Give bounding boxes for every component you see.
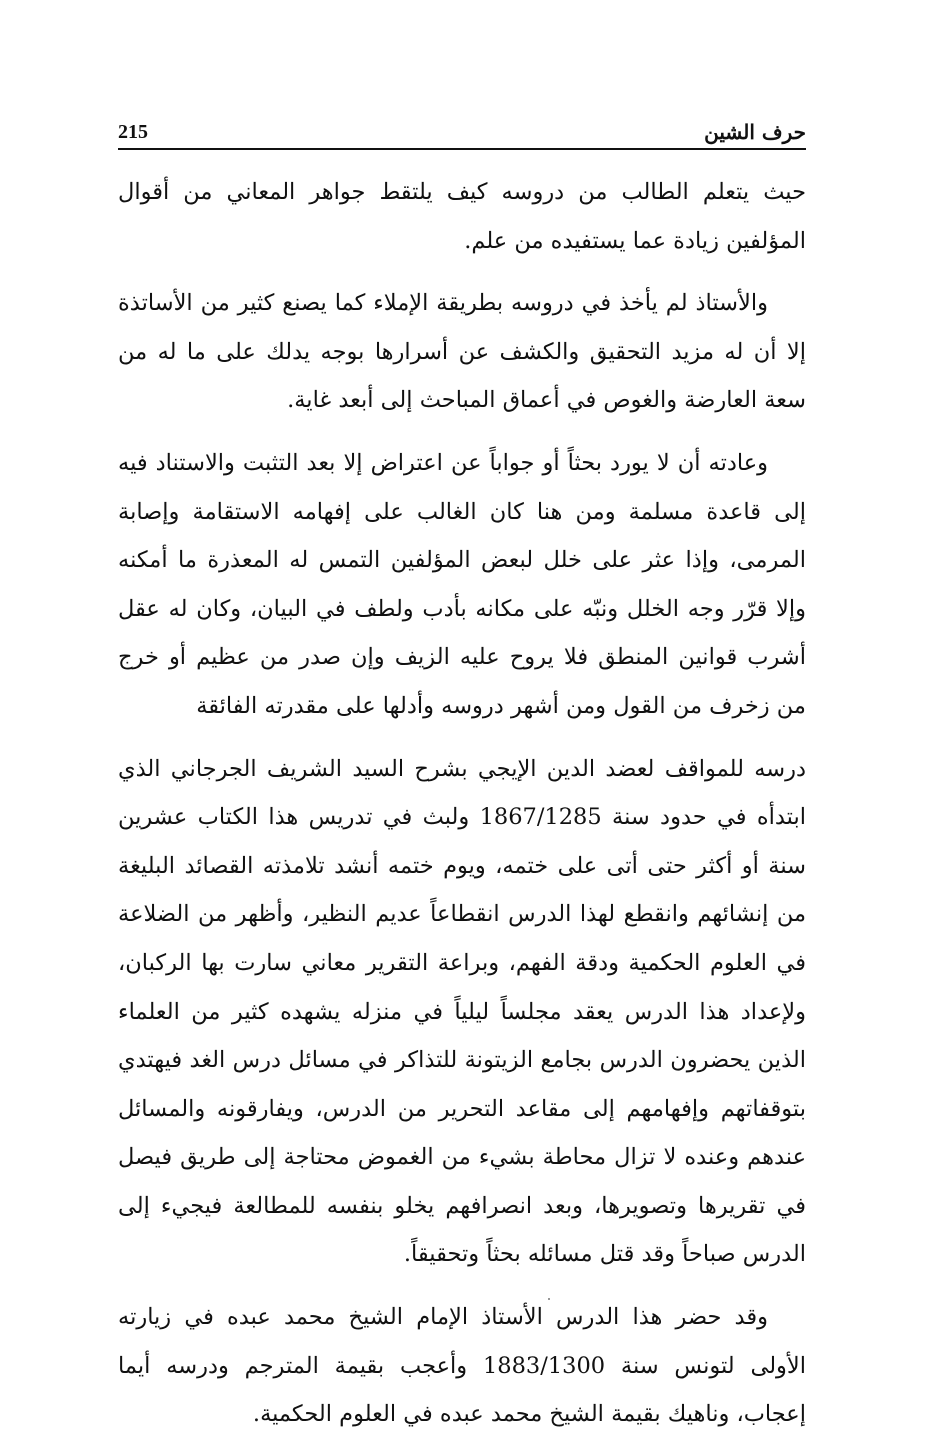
running-head: حرف الشين <box>704 120 806 144</box>
page-number: 215 <box>118 121 148 143</box>
paragraph-5: وقد حضر هذا الدرس الأستاذ الإمام الشيخ محمد عبده في زيارته الأولى لتونس سنة 1883/1300 وأعجب بقيمة المترجم ودرسه أيما إعجاب، وناهيك بقيمة الشيخ محمد عبده في العلوم الحكمية. <box>118 1304 807 1428</box>
page-header <box>118 112 806 150</box>
paragraph-1: حيث يتعلم الطالب من دروسه كيف يلتقط جواهر المعاني من أقوال المؤلفين زيادة عما يستفيده من علم. <box>118 179 806 254</box>
paragraph-2: والأستاذ لم يأخذ في دروسه بطريقة الإملاء كما يصنع كثير من الأساتذة إلا أن له مزيد التحقيق والكشف عن أسرارها بوجه يدلك على ما له من سعة العارضة والغوص في أعماق المباحث إلى أبعد غاية. <box>118 290 806 414</box>
scan-speck <box>548 1298 550 1300</box>
paragraph-4: درسه للمواقف لعضد الدين الإيجي بشرح السيد الشريف الجرجاني الذي ابتدأه في حدود سنة 1867/1285 ولبث في تدريس هذا الكتاب عشرين سنة أو أكثر حتى أتى على ختمه، ويوم ختمه أنشد تلامذته القصائد البليغة من إنشائهم وانقطع لهذا الدرس انقطاعاً عديم النظير، وأظهر من الضلاعة في العلوم الحكمية ودقة الفهم، وبراعة التقرير معاني سارت بها الركبان، ولإعداد هذا الدرس يعقد مجلساً ليلياً في منزله يشهده كثير من العلماء الذين يحضرون الدرس بجامع الزيتونة للتذاكر في مسائل درس الغد فيهتدي بتوقفاتهم وإفهامهم إلى مقاعد التحرير من الدرس، ويفارقونه والمسائل عندهم وعنده لا تزال محاطة بشيء من الغموض محتاجة إلى طريق فيصل في تقريرها وتصويرها، وبعد انصرافهم يخلو بنفسه للمطالعة فيجيء إلى الدرس صباحاً وقد قتل مسائله بحثاً وتحقيقاً. <box>118 755 806 1268</box>
body-text <box>118 168 806 1453</box>
paragraph-3: وعادته أن لا يورد بحثاً أو جواباً عن اعتراض إلا بعد التثبت والاستناد فيه إلى قاعدة مسلمة ومن هنا كان الغالب على إفهامه الاستقامة وإصابة المرمى، وإذا عثر على خلل لبعض المؤلفين التمس له المعذرة ما أمكنه وإلا قرّر وجه الخلل ونبّه على مكانه بأدب ولطف في البيان، وكان له عقل أشرب قوانين المنطق فلا يروح عليه الزيف وإن صدر من عظيم أو خرج من زخرف من القول ومن أشهر دروسه وأدلها على مقدرته الفائقة <box>118 449 806 719</box>
